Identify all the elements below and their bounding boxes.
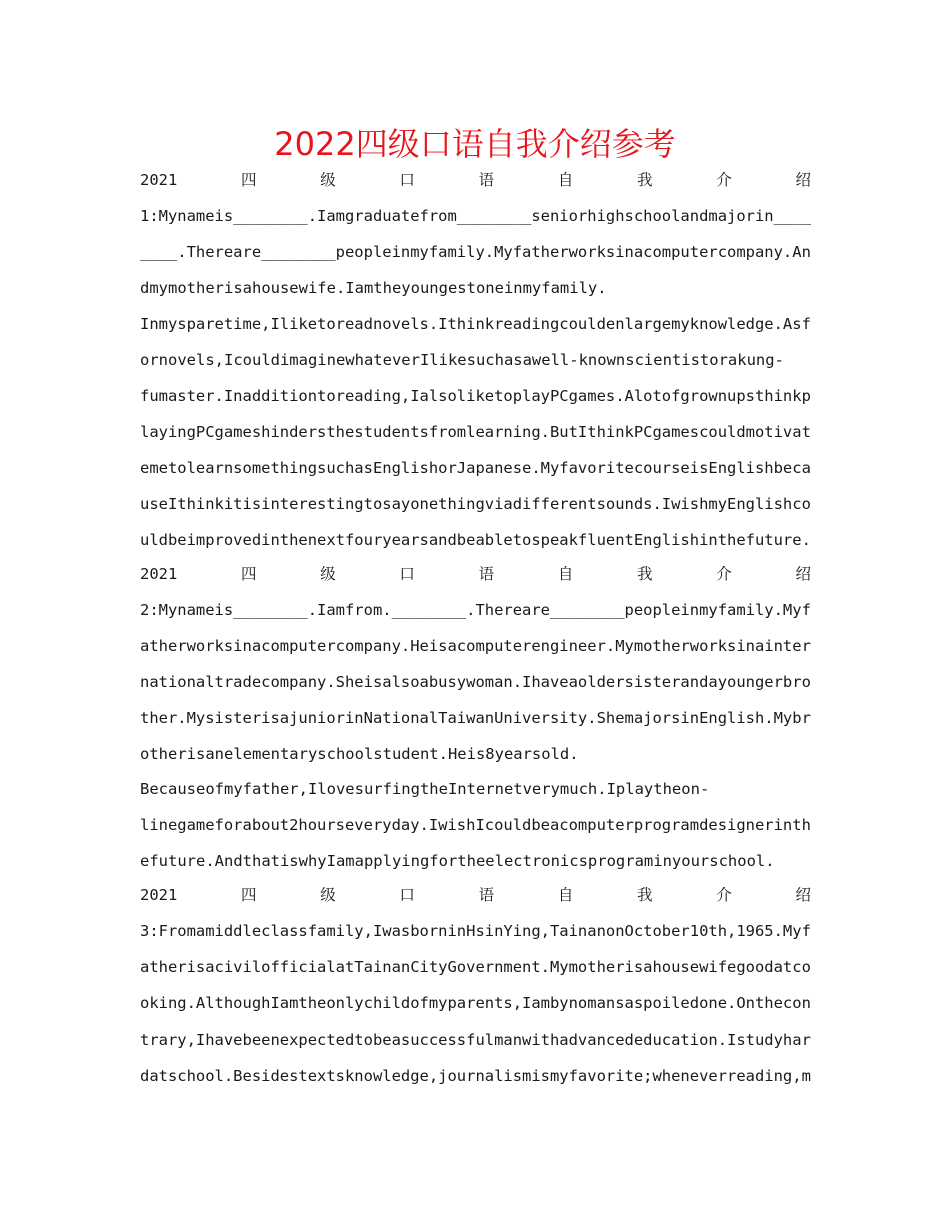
heading-char: 介	[716, 171, 732, 189]
body-line: ther.MysisterisajuniorinNationalTaiwanUniversity.ShemajorsinEnglish.Mybr	[140, 709, 811, 727]
section-heading-3	[140, 883, 811, 907]
section-heading-1	[140, 168, 811, 192]
heading-char: 绍	[795, 565, 811, 583]
heading-char: 语	[478, 565, 495, 583]
body-line: ____.Thereare________peopleinmyfamily.Myfatherworksinacomputercompany.An	[140, 243, 811, 261]
heading-char: 我	[637, 171, 653, 189]
body-line: oking.AlthoughIamtheonlychildofmyparents,Iambynomansaspoiledone.Onthecon	[140, 994, 811, 1012]
heading-char: 口	[399, 565, 415, 583]
body-line: 1:Mynameis________.Iamgraduatefrom________seniorhighschoolandmajorin____	[140, 207, 811, 225]
heading-char: 我	[637, 886, 653, 904]
heading-char: 语	[478, 886, 495, 904]
body-line: nationaltradecompany.Sheisalsoabusywoman.Ihaveaoldersisterandayoungerbro	[140, 673, 811, 691]
body-line: emetolearnsomethingsuchasEnglishorJapanese.MyfavoritecourseisEnglishbeca	[140, 459, 811, 477]
heading-char: 绍	[795, 886, 811, 904]
heading-char: 口	[399, 171, 415, 189]
body-line: useIthinkitisinterestingtosayonethingviadifferentsounds.IwishmyEnglishco	[140, 495, 811, 513]
body-line: 3:Fromamiddleclassfamily,IwasborninHsinYing,TainanonOctober10th,1965.Myf	[140, 922, 811, 940]
body-line: 2:Mynameis________.Iamfrom.________.Thereare________peopleinmyfamily.Myf	[140, 601, 811, 619]
heading-year: 2021	[140, 886, 178, 904]
body-line: otherisanelementaryschoolstudent.Heis8yearsold.	[140, 745, 579, 763]
heading-char: 绍	[795, 171, 811, 189]
document-title: 2022四级口语自我介绍参考	[274, 125, 676, 163]
body-line: dmymotherisahousewife.Iamtheyoungestoneinmyfamily.	[140, 279, 607, 297]
heading-year: 2021	[140, 171, 178, 189]
heading-char: 介	[716, 565, 732, 583]
heading-char: 我	[637, 565, 653, 583]
body-line: efuture.AndthatiswhyIamapplyingfortheelectronicsprograminyourschool.	[140, 852, 775, 870]
body-line: atherisacivilofficialatTainanCityGovernment.Mymotherisahousewifegoodatco	[140, 958, 811, 976]
body-line: Becauseofmyfather,IlovesurfingtheInternetverymuch.Iplaytheon-	[140, 780, 710, 798]
heading-char: 口	[399, 886, 415, 904]
body-line: uldbeimprovedinthenextfouryearsandbeabletospeakfluentEnglishinthefuture.	[140, 531, 811, 549]
heading-char: 级	[320, 565, 336, 583]
body-line: trary,Ihavebeenexpectedtobeasuccessfulmanwithadvancededucation.Istudyhar	[140, 1031, 811, 1049]
heading-char: 自	[557, 565, 574, 583]
heading-char: 自	[557, 171, 574, 189]
heading-char: 四	[241, 886, 257, 904]
body-line: Inmysparetime,Iliketoreadnovels.Ithinkreadingcouldenlargemyknowledge.Asf	[140, 315, 811, 333]
heading-char: 级	[320, 886, 336, 904]
section-heading-2	[140, 562, 811, 586]
heading-char: 介	[716, 886, 732, 904]
heading-char: 自	[557, 886, 574, 904]
heading-char: 级	[320, 171, 336, 189]
heading-char: 四	[241, 565, 257, 583]
heading-char: 四	[241, 171, 257, 189]
body-line: layingPCgameshindersthestudentsfromlearning.ButIthinkPCgamescouldmotivat	[140, 423, 811, 441]
body-line: linegameforabout2hourseveryday.IwishIcouldbeacomputerprogramdesignerinth	[140, 816, 811, 834]
body-line: atherworksinacomputercompany.Heisacomputerengineer.Mymotherworksinainter	[140, 637, 811, 655]
body-line: datschool.Besidestextsknowledge,journalismismyfavorite;wheneverreading,m	[140, 1067, 811, 1085]
heading-year: 2021	[140, 565, 178, 583]
body-line: ornovels,IcouldimaginewhateverIlikesuchasawell-knownscientistorakung-	[140, 351, 784, 369]
heading-char: 语	[478, 171, 495, 189]
body-line: fumaster.Inadditiontoreading,IalsoliketoplayPCgames.Alotofgrownupsthinkp	[140, 387, 811, 405]
